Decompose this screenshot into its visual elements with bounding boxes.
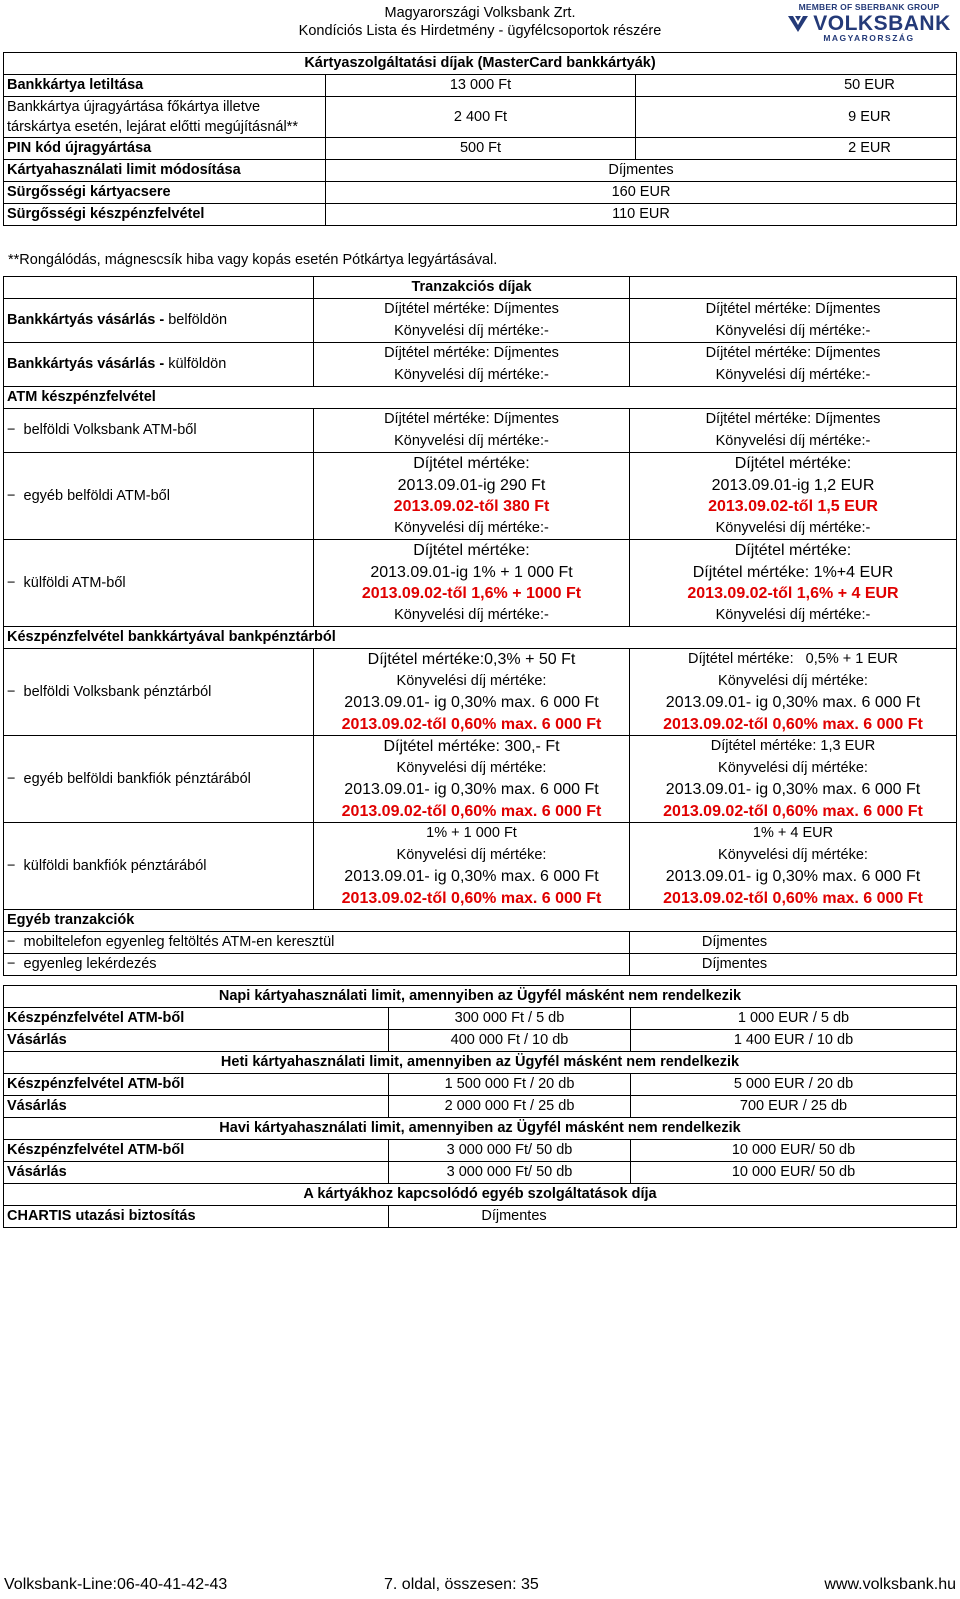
- table-row: − egyenleg lekérdezés Díjmentes: [4, 954, 957, 976]
- table-row: Sürgősségi készpénzfelvétel 110 EUR: [4, 204, 957, 226]
- table-row: Sürgősségi kártyacsere 160 EUR: [4, 182, 957, 204]
- logo-name: VOLKSBANK: [813, 12, 951, 35]
- table-row: PIN kód újragyártása 500 Ft 2 EUR: [4, 138, 957, 160]
- table-row: − egyéb belföldi ATM-ből Díjtétel mértéke: 2013.09.01-ig 290 Ft 2013.09.02-től 380 Ft Könyvelési díj mértéke:- Díjtétel mértéke: 2013.09.01-ig 1,2 EUR 2013.09.02-től 1,5 EUR Könyvelési díj mértéke:-: [4, 453, 957, 540]
- table-row: Bankkártyás vásárlás - belföldön Díjtétel mértéke: Díjmentes Könyvelési díj mértéke:- Díjtétel mértéke: Díjmentes Könyvelési díj mértéke:-: [4, 299, 957, 343]
- table-row: Vásárlás 400 000 Ft / 10 db 1 400 EUR / 10 db: [4, 1030, 957, 1052]
- table-row: Vásárlás 3 000 000 Ft/ 50 db 10 000 EUR/ 50 db: [4, 1162, 957, 1184]
- card-fees-title: Kártyaszolgáltatási díjak (MasterCard bankkártyák): [4, 53, 957, 75]
- transaction-fees-table: [3, 276, 957, 976]
- table-row: − külföldi bankfiók pénztárából 1% + 1 000 Ft Könyvelési díj mértéke: 2013.09.01- ig 0,30% max. 6 000 Ft 2013.09.02-től 0,60% max. 6 000 Ft 1% + 4 EUR Könyvelési díj mértéke: 2013.09.01- ig 0,30% max. 6 000 Ft 2013.09.02-től 0,60% max. 6 000 Ft: [4, 823, 957, 910]
- table-row: − egyéb belföldi bankfiók pénztárából Díjtétel mértéke: 300,- Ft Könyvelési díj mértéke: 2013.09.01- ig 0,30% max. 6 000 Ft 2013.09.02-től 0,60% max. 6 000 Ft Díjtétel mértéke: 1,3 EUR Könyvelési díj mértéke: 2013.09.01- ig 0,30% max. 6 000 Ft 2013.09.02-től 0,60% max. 6 000 Ft: [4, 736, 957, 823]
- footnote: **Rongálódás, mágnescsík hiba vagy kopás esetén Pótkártya legyártásával.: [8, 252, 498, 268]
- table-row: − belföldi Volksbank pénztárból Díjtétel mértéke:0,3% + 50 Ft Könyvelési díj mértéke: 2013.09.01- ig 0,30% max. 6 000 Ft 2013.09.02-től 0,60% max. 6 000 Ft Díjtétel mértéke: 0,5% + 1 EUR Könyvelési díj mértéke: 2013.09.01- ig 0,30% max. 6 000 Ft 2013.09.02-től 0,60% max. 6 000 Ft: [4, 649, 957, 736]
- teller-section-title: Készpénzfelvétel bankkártyával bankpénztárból: [4, 627, 957, 649]
- footer-website: www.volksbank.hu: [824, 1576, 956, 1593]
- volksbank-mark-icon: [787, 15, 809, 33]
- other-transactions-title: Egyéb tranzakciók: [4, 910, 957, 932]
- table-row: Bankkártyás vásárlás - külföldön Díjtétel mértéke: Díjmentes Könyvelési díj mértéke:- Díjtétel mértéke: Díjmentes Könyvelési díj mértéke:-: [4, 343, 957, 387]
- logo-tagline: MEMBER OF SBERBANK GROUP: [798, 2, 940, 12]
- monthly-limit-title: Havi kártyahasználati limit, amennyiben az Ügyfél másként nem rendelkezik: [4, 1118, 957, 1140]
- table-row: Készpénzfelvétel ATM-ből 3 000 000 Ft/ 50 db 10 000 EUR/ 50 db: [4, 1140, 957, 1162]
- services-title: A kártyákhoz kapcsolódó egyéb szolgáltatások díja: [4, 1184, 957, 1206]
- atm-section-title: ATM készpénzfelvétel: [4, 387, 957, 409]
- transaction-fees-title: Tranzakciós díjak: [314, 277, 630, 299]
- table-row: Bankkártya letiltása 13 000 Ft 50 EUR: [4, 75, 957, 97]
- table-row: − mobiltelefon egyenleg feltöltés ATM-en keresztül Díjmentes: [4, 932, 957, 954]
- card-fees-table: [3, 52, 957, 226]
- weekly-limit-title: Heti kártyahasználati limit, amennyiben az Ügyfél másként nem rendelkezik: [4, 1052, 957, 1074]
- footer-phone: Volksbank-Line:06-40-41-42-43: [4, 1576, 228, 1593]
- footer-page-number: 7. oldal, összesen: 35: [384, 1576, 539, 1593]
- table-row: − külföldi ATM-ből Díjtétel mértéke: 2013.09.01-ig 1% + 1 000 Ft 2013.09.02-től 1,6% + 1000 Ft Könyvelési díj mértéke:- Díjtétel mértéke: Díjtétel mértéke: 1%+4 EUR 2013.09.02-től 1,6% + 4 EUR Könyvelési díj mértéke:-: [4, 540, 957, 627]
- table-row: Készpénzfelvétel ATM-ből 300 000 Ft / 5 db 1 000 EUR / 5 db: [4, 1008, 957, 1030]
- table-row: Készpénzfelvétel ATM-ből 1 500 000 Ft / 20 db 5 000 EUR / 20 db: [4, 1074, 957, 1096]
- table-row: Vásárlás 2 000 000 Ft / 25 db 700 EUR / 25 db: [4, 1096, 957, 1118]
- table-row: CHARTIS utazási biztosítás Díjmentes: [4, 1206, 957, 1228]
- bank-name: Magyarországi Volksbank Zrt.: [384, 5, 576, 21]
- volksbank-logo: [784, 2, 954, 43]
- table-row: − belföldi Volksbank ATM-ből Díjtétel mértéke: Díjmentes Könyvelési díj mértéke:- Díjtétel mértéke: Díjmentes Könyvelési díj mértéke:-: [4, 409, 957, 453]
- document-title: Kondíciós Lista és Hirdetmény - ügyfélcsoportok részére: [298, 23, 662, 39]
- logo-country: MAGYARORSZÁG: [823, 33, 915, 43]
- daily-limit-title: Napi kártyahasználati limit, amennyiben az Ügyfél másként nem rendelkezik: [4, 986, 957, 1008]
- table-row: Kártyahasználati limit módosítása Díjmentes: [4, 160, 957, 182]
- limits-table: [3, 985, 957, 1228]
- table-row: Bankkártya újragyártása főkártya illetve társkártya esetén, lejárat előtti megújításnál** 2 400 Ft 9 EUR: [4, 97, 957, 138]
